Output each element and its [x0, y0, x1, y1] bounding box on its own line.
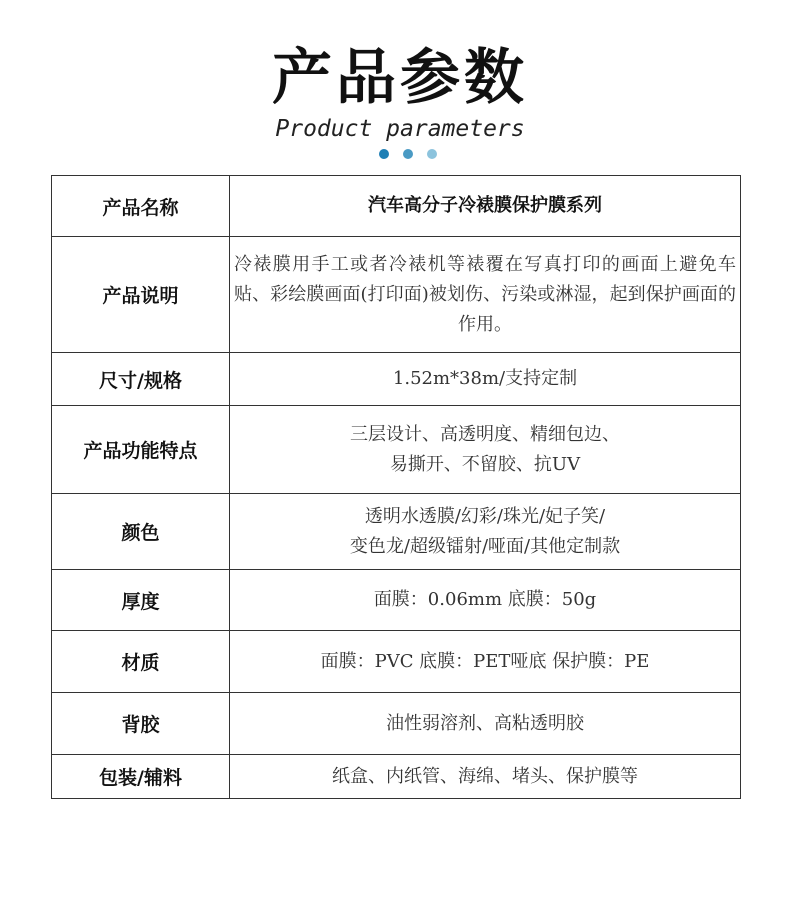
row-label: 厚度 — [52, 570, 230, 631]
row-label: 产品名称 — [52, 176, 230, 237]
dot-icon — [379, 149, 389, 159]
row-value: 汽车高分子冷裱膜保护膜系列 — [230, 176, 741, 237]
row-label: 背胶 — [52, 693, 230, 755]
row-label: 产品功能特点 — [52, 406, 230, 494]
row-value — [230, 494, 741, 570]
row-label: 材质 — [52, 631, 230, 693]
decorative-dots — [378, 149, 448, 161]
page-title: 产品参数 — [272, 43, 528, 113]
row-value: 1.52m*38m/支持定制 — [230, 353, 741, 406]
table-row — [52, 570, 741, 631]
row-label: 尺寸/规格 — [52, 353, 230, 406]
row-label: 产品说明 — [52, 237, 230, 353]
row-label: 颜色 — [52, 494, 230, 570]
row-value: 纸盒、内纸管、海绵、堵头、保护膜等 — [230, 755, 741, 799]
row-value: 面膜：0.06mm 底膜：50g — [230, 570, 741, 631]
table-row — [52, 693, 741, 755]
table-row — [52, 494, 741, 570]
row-value: 冷裱膜用手工或者冷裱机等裱覆在写真打印的画面上避免车贴、彩绘膜画面(打印面)被划伤、污染或淋湿，起到保护画面的作用。 — [230, 237, 741, 353]
row-value-line: 三层设计、高透明度、精细包边、 — [350, 423, 620, 445]
dot-icon — [403, 149, 413, 159]
table-row — [52, 176, 741, 237]
row-value-line: 透明水透膜/幻彩/珠光/妃子笑/ — [364, 505, 606, 527]
page-subtitle: Product parameters — [275, 116, 525, 142]
row-value-line: 易撕开、不留胶、抗UV — [389, 453, 581, 475]
dot-icon — [427, 149, 437, 159]
row-value — [230, 406, 741, 494]
row-value: 面膜：PVC 底膜：PET哑底 保护膜：PE — [230, 631, 741, 693]
row-label: 包装/辅料 — [52, 755, 230, 799]
row-value: 油性弱溶剂、高粘透明胶 — [230, 693, 741, 755]
table-row — [52, 755, 741, 799]
parameters-table — [51, 175, 741, 799]
table-row — [52, 237, 741, 353]
table-row — [52, 353, 741, 406]
table-row — [52, 631, 741, 693]
row-value-line: 变色龙/超级镭射/哑面/其他定制款 — [349, 535, 621, 557]
table-row — [52, 406, 741, 494]
